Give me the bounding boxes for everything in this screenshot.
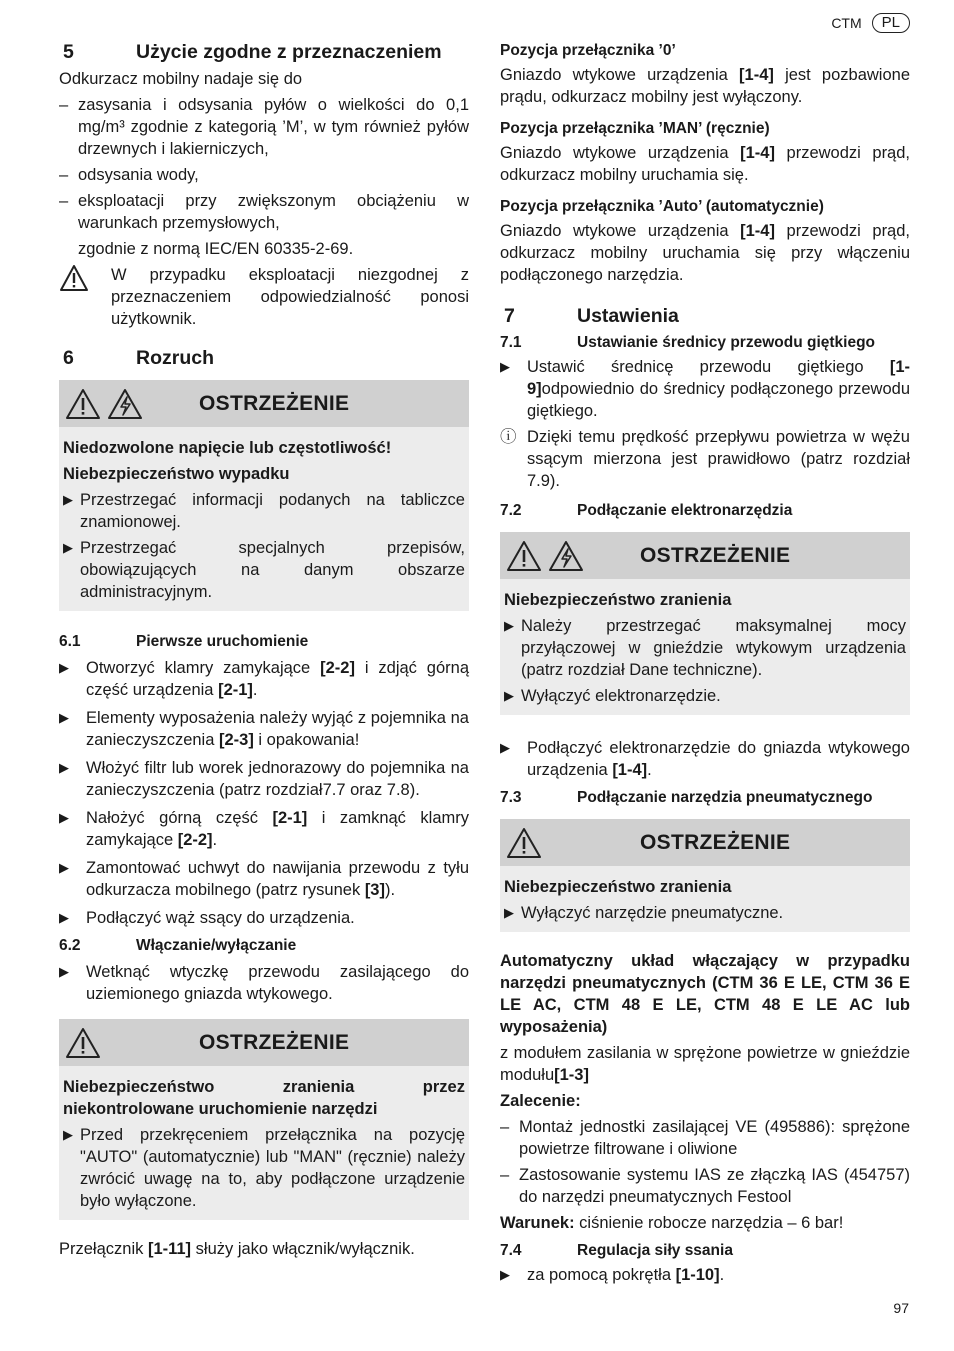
section-5-intro: Odkurzacz mobilny nadaje się do xyxy=(59,70,303,88)
list-item: ▶ Przestrzegać specjalnych przepisów, obowiązujących na danym obszarze administracyjnym. xyxy=(63,539,465,601)
list-item: ▶ Zamontować uchwyt do nawijania przewodu z tyłu odkurzacza mobilnego (patrz rysunek [3]). xyxy=(59,859,469,899)
electric-hazard-icon xyxy=(107,388,143,420)
info-icon: ⓘ xyxy=(500,428,517,446)
switch-position-0-heading: Pozycja przełącznika ’0’ xyxy=(500,42,676,59)
warning-label: OSTRZEŻENIE xyxy=(640,830,791,854)
section-7-2-heading: 7.2 Podłączanie elektronarzędzia xyxy=(500,502,793,519)
norm-reference: zgodnie z normą IEC/EN 60335-2-69. xyxy=(78,240,354,258)
section-7-4-heading: 7.4 Regulacja siły ssania xyxy=(500,1242,733,1259)
warning-box: OSTRZEŻENIE Niebezpieczeństwo zranienia przez niekontrolowane uruchomienie narzędzi ▶ Przed przekręceniem przełącznika na pozycję "AUTO" (automatycznie) lub "MAN" (ręcznie) należy zwrócić uwagę na to, aby podłączone urządzenie było wyłączone. xyxy=(59,1019,469,1220)
section-7-heading: 7 Ustawienia xyxy=(504,305,679,327)
switch-position-man-heading: Pozycja przełącznika ’MAN’ (ręcznie) xyxy=(500,120,770,137)
list-item: ▶ za pomocą pokrętła [1-10]. xyxy=(500,1266,725,1284)
info-note: ⓘ Dzięki temu prędkość przepływu powietrza w wężu ssącym mierzona jest prawidłowo (patrz rozdział 7.9). xyxy=(500,428,910,490)
caution-note: W przypadku eksploatacji niezgodnej z przeznaczeniem odpowiedzialność ponosi użytkownik. xyxy=(59,264,469,330)
warning-box: OSTRZEŻENIE Niebezpieczeństwo zranienia ▶ Należy przestrzegać maksymalnej mocy przyłączowej w gnieździe wtykowym urządzenia (patrz rozdział Dane techniczne). ▶ Wyłączyć elektronarzędzie. xyxy=(500,532,910,715)
switch-position-auto-heading: Pozycja przełącznika ’Auto’ (automatycznie) xyxy=(500,198,824,215)
list-item: – zasysania i odsysania pyłów o wielkości do 0,1 mg/m³ zgodnie z kategorią ’M’, w tym również pyłów drzewnych i lakierniczych, xyxy=(59,96,469,158)
warning-label: OSTRZEŻENIE xyxy=(640,543,791,567)
list-item: ▶ Elementy wyposażenia należy wyjąć z pojemnika na zanieczyszczenia [2-3] i opakowania! xyxy=(59,709,469,749)
list-item: ▶ Należy przestrzegać maksymalnej mocy przyłączowej w gnieździe wtykowym urządzenia (patrz rozdział Dane techniczne). xyxy=(504,617,906,679)
section-6-1-heading: 6.1 Pierwsze uruchomienie xyxy=(59,633,309,650)
page-header xyxy=(831,12,910,34)
warning-triangle-icon xyxy=(65,388,101,420)
section-6-2-heading: 6.2 Włączanie/wyłączanie xyxy=(59,937,297,954)
list-item: ▶ Przestrzegać informacji podanych na tabliczce znamionowej. xyxy=(63,491,465,531)
warning-triangle-icon xyxy=(59,264,111,330)
section-5-heading: 5 Użycie zgodne z przeznaczeniem xyxy=(63,41,442,63)
list-item: ▶ Nałożyć górną część [2-1] i zamknąć klamry zamykające [2-2]. xyxy=(59,809,469,849)
right-column: Pozycja przełącznika ’0’ Gniazdo wtykowe urządzenia [1-4] jest pozbawione prądu, odkurzacz mobilny jest wyłączony. Pozycja przełącznika ’MAN’ (ręcznie) Gniazdo wtykowe urządzenia [1-4] przewodzi prąd, odkurzacz mobilny uruchamia się. Pozycja przełącznika ’Auto’ (automatycznie) Gniazdo wtykowe urządzenia [1-4] przewodzi prąd, odkurzacz mobilny uruchamia się przy włączeniu podłączonego narzędzia. 7 Ustawienia 7.1 Ustawianie średnicy przewodu giętkiego ▶ Ustawić średnicę przewodu giętkiego [1-9]odpowiednio do średnicy podłączonego przewodu giętkiego. ⓘ Dzięki temu prędkość przepływu powietrza w wężu ssącym mierzona jest prawidłowo (patrz rozdział 7.9). 7.2 Podłączanie elektronarzędzia OSTRZEŻENIE Niebezpieczeństwo zranienia ▶ Należy przestrzegać maksymalnej mocy przyłączowej w gnieździe wtykowym urządzenia (patrz rozdział Dane techniczne). ▶ Wyłączyć elektronarzędzie. ▶ Podłączyć elektronarzędzie do gniazda wtykowego urządzenia [1-4]. 7.3 Podłączanie narzędzia pneumatycznego OSTRZEŻENIE Niebezpieczeństwo zranienia ▶ Wyłączyć narzędzie pneumatyczne. Automatyczny układ włączający w przypadku narzędzi pneumatycznych (CTM 36 E LE, CTM 36 E LE AC, CTM 48 E LE, CTM 48 E LE AC lub wyposażenia) z modułem zasilania w sprężone powietrze w gnieździe modułu[1-3] Zalecenie: – Montaż jednostki zasilającej VE (495886): sprężone powietrze filtrowane i oliwione – Zastosowanie systemu IAS ze złączką IAS (454757) do narzędzi pneumatycznych Festool Warunek: ciśnienie robocze narzędzia – 6 bar! 7.4 Regulacja siły ssania ▶ za pomocą pokrętła [1-10]. xyxy=(500,42,910,1284)
list-item: – eksploatacji przy zwiększonym obciążeniu w warunkach przemysłowych, xyxy=(59,192,469,232)
list-item: – Montaż jednostki zasilającej VE (495886): sprężone powietrze filtrowane i oliwione xyxy=(500,1118,910,1158)
list-item: ▶ Wyłączyć narzędzie pneumatyczne. xyxy=(504,904,784,922)
list-item: ▶ Otworzyć klamry zamykające [2-2] i zdjąć górną część urządzenia [2-1]. xyxy=(59,659,469,699)
warning-label: OSTRZEŻENIE xyxy=(199,391,350,415)
list-item: – Zastosowanie systemu IAS ze złączką IAS (454757) do narzędzi pneumatycznych Festool xyxy=(500,1166,910,1206)
warning-box: OSTRZEŻENIE Niebezpieczeństwo zranienia ▶ Wyłączyć narzędzie pneumatyczne. xyxy=(500,819,910,932)
list-item: ▶ Włożyć filtr lub worek jednorazowy do pojemnika na zanieczyszczenia (patrz rozdział7.7 oraz 7.8). xyxy=(59,759,469,799)
warning-triangle-icon xyxy=(65,1027,101,1059)
list-item: ▶ Podłączyć wąż ssący do urządzenia. xyxy=(59,909,355,927)
electric-hazard-icon xyxy=(548,540,584,572)
section-6-heading: 6 Rozruch xyxy=(63,347,214,369)
warning-label: OSTRZEŻENIE xyxy=(199,1030,350,1054)
section-7-1-heading: 7.1 Ustawianie średnicy przewodu giętkiego xyxy=(500,334,876,351)
left-column xyxy=(59,40,469,1260)
warning-triangle-icon xyxy=(506,540,542,572)
list-item: ▶ Ustawić średnicę przewodu giętkiego [1-9]odpowiednio do średnicy podłączonego przewodu giętkiego. xyxy=(500,358,910,420)
switch-description: Przełącznik [1-11] służy jako włącznik/wyłącznik. xyxy=(59,1240,415,1258)
section-7-3-heading: 7.3 Podłączanie narzędzia pneumatycznego xyxy=(500,789,873,806)
recommendation-label: Zalecenie: xyxy=(500,1092,581,1110)
warning-box: OSTRZEŻENIE Niedozwolone napięcie lub częstotliwość! Niebezpieczeństwo wypadku ▶ Przestrzegać informacji podanych na tabliczce znamionowej. ▶ Przestrzegać specjalnych przepisów, obowiązujących na danym obszarze administracyjnym. xyxy=(59,380,469,611)
warning-triangle-icon xyxy=(506,827,542,859)
list-item: – odsysania wody, xyxy=(59,166,199,184)
page-number: 97 xyxy=(893,1300,909,1316)
condition-note: Warunek: ciśnienie robocze narzędzia – 6 bar! xyxy=(500,1214,844,1232)
list-item: ▶ Wyłączyć elektronarzędzie. xyxy=(504,687,721,705)
language-badge: PL xyxy=(872,13,910,33)
list-item: ▶ Przed przekręceniem przełącznika na pozycję "AUTO" (automatycznie) lub "MAN" (ręcznie) należy zwrócić uwagę na to, aby podłączone urządzenie było wyłączone. xyxy=(63,1126,465,1210)
list-item: ▶ Wetknąć wtyczkę przewodu zasilającego do uziemionego gniazda wtykowego. xyxy=(59,963,469,1003)
auto-switch-heading: Automatyczny układ włączający w przypadku narzędzi pneumatycznych (CTM 36 E LE, CTM 36 E LE AC, CTM 48 E LE, CTM 48 E LE AC lub wyposażenia) xyxy=(500,952,910,1036)
product-code: CTM xyxy=(831,15,862,31)
list-item: ▶ Podłączyć elektronarzędzie do gniazda wtykowego urządzenia [1-4]. xyxy=(500,739,910,779)
